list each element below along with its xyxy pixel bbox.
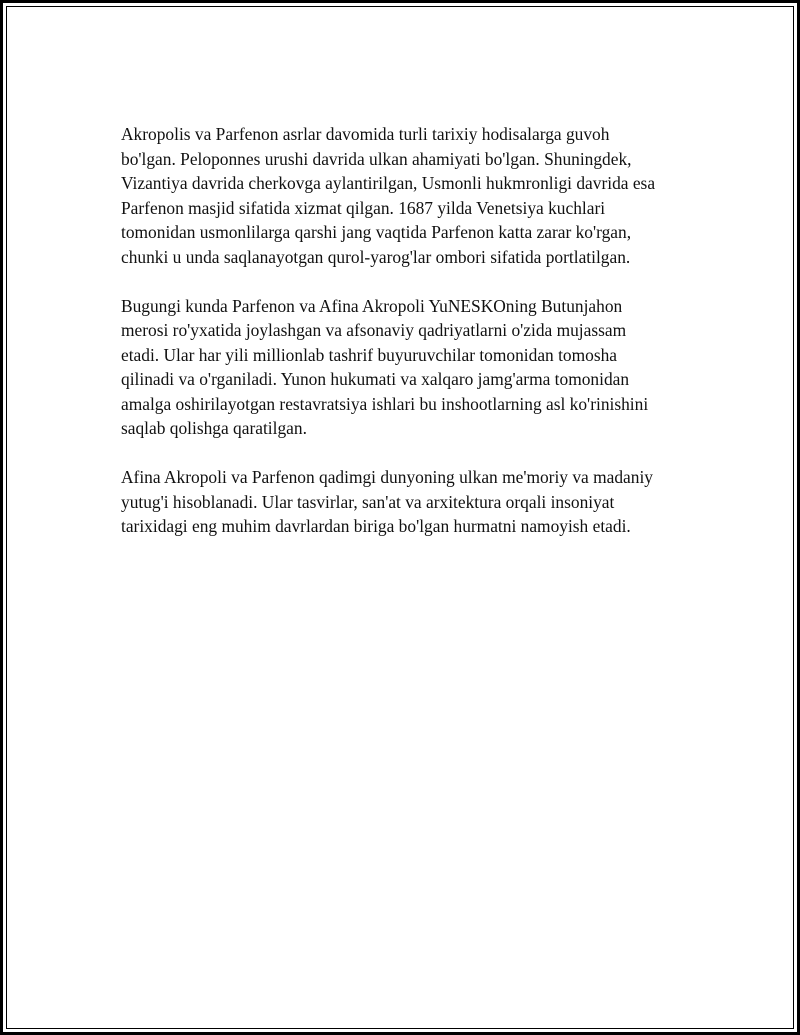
paragraph-3 [121, 465, 691, 539]
text-line: Afina Akropoli va Parfenon qadimgi dunyoning ulkan me'moriy va madaniy [121, 467, 653, 487]
text-line: chunki u unda saqlanayotgan qurol-yarog'lar ombori sifatida portlatilgan. [121, 246, 631, 267]
text-line: tomonidan usmonlilarga qarshi jang vaqtida Parfenon katta zarar ko'rgan, [121, 222, 632, 242]
text-line: amalga oshirilayotgan restavratsiya ishlari bu inshootlarning asl ko'rinishini [121, 393, 649, 414]
document-body [121, 122, 691, 563]
text-line: Parfenon masjid sifatida xizmat qilgan. 1687 yilda Venetsiya kuchlari [121, 197, 606, 218]
text-line: Akropolis va Parfenon asrlar davomida turli tarixiy hodisalarga guvoh [121, 124, 610, 144]
text-line: qilinadi va o'rganiladi. Yunon hukumati va xalqaro jamg'arma tomonidan [121, 369, 630, 389]
text-line: Vizantiya davrida cherkovga aylantirilgan, Usmonli hukmronligi davrida esa [121, 173, 656, 193]
text-line: Bugungi kunda Parfenon va Afina Akropoli YuNESKOning Butunjahon [121, 295, 623, 316]
text-line: tarixidagi eng muhim davrlardan biriga bo'lgan hurmatni namoyish etadi. [121, 516, 631, 536]
paragraph-2 [121, 294, 691, 441]
text-line: yutug'i hisoblanadi. Ular tasvirlar, san'at va arxitektura orqali insoniyat [121, 491, 615, 512]
paragraph-1 [121, 122, 691, 269]
text-line: bo'lgan. Peloponnes urushi davrida ulkan ahamiyati bo'lgan. Shuningdek, [121, 148, 632, 169]
text-line: merosi ro'yxatida joylashgan va afsonaviy qadriyatlarni o'zida mujassam [121, 320, 627, 340]
text-line: saqlab qolishga qaratilgan. [121, 418, 307, 438]
text-line: etadi. Ular har yili millionlab tashrif buyuruvchilar tomonidan tomosha [121, 344, 618, 365]
